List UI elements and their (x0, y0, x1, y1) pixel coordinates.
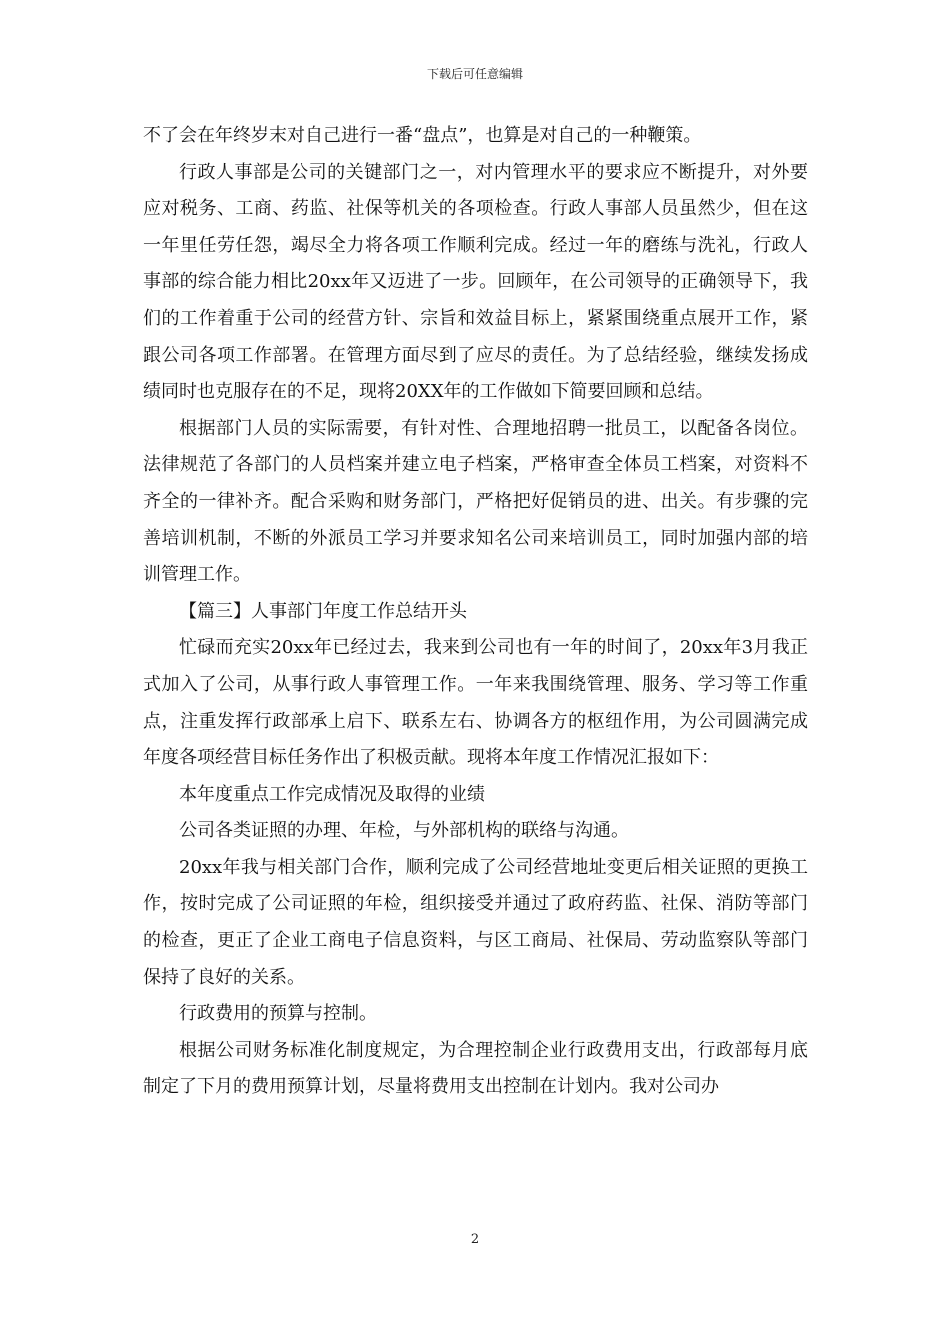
paragraph: 20xx年我与相关部门合作，顺利完成了公司经营地址变更后相关证照的更换工作，按时完成了公司证照的年检，组织接受并通过了政府药监、社保、消防等部门的检查，更正了企业工商电子信息资料，与区工商局、社保局、劳动监察队等部门保持了良好的关系。 (143, 856, 808, 988)
paragraph-continuation: 不了会在年终岁末对自己进行一番“盘点”，也算是对自己的一种鞭策。 (143, 125, 702, 146)
subheading: 行政费用的预算与控制。 (179, 1003, 377, 1025)
paragraph: 根据公司财务标准化制度规定，为合理控制企业行政费用支出，行政部每月底制定了下月的费用预算计划，尽量将费用支出控制在计划内。我对公司办 (143, 1039, 808, 1098)
paragraph: 根据部门人员的实际需要，有针对性、合理地招聘一批员工，以配备各岗位。法律规范了各部门的人员档案并建立电子档案，严格审查全体员工档案，对资料不齐全的一律补齐。配合采购和财务部门，严格把好促销员的进、出关。有步骤的完善培训机制，不断的外派员工学习并要求知名公司来培训员工，同时加强内部的培训管理工作。 (143, 417, 808, 586)
paragraph: 行政人事部是公司的关键部门之一，对内管理水平的要求应不断提升，对外要应对税务、工商、药监、社保等机关的各项检查。行政人事部人员虽然少，但在这一年里任劳任怨，竭尽全力将各项工作顺利完成。经过一年的磨练与洗礼，行政人事部的综合能力相比20xx年又迈进了一步。回顾年，在公司领导的正确领导下，我们的工作着重于公司的经营方针、宗旨和效益目标上，紧紧围绕重点展开工作，紧跟公司各项工作部署。在管理方面尽到了应尽的责任。为了总结经验，继续发扬成绩同时也克服存在的不足，现将20XX年的工作做如下简要回顾和总结。 (143, 161, 808, 403)
section-heading: 【篇三】人事部门年度工作总结开头 (179, 600, 467, 622)
document-body (143, 118, 808, 1106)
paragraph: 忙碌而充实20xx年已经过去，我来到公司也有一年的时间了，20xx年3月我正式加入了公司，从事行政人事管理工作。一年来我围绕管理、服务、学习等工作重点，注重发挥行政部承上启下、联系左右、协调各方的枢纽作用，为公司圆满完成年度各项经营目标任务作出了积极贡献。现将本年度工作情况汇报如下： (143, 637, 808, 769)
page-header: 下载后可任意编辑 (426, 67, 523, 81)
subheading: 公司各类证照的办理、年检，与外部机构的联络与沟通。 (179, 820, 629, 842)
page-number: 2 (470, 1232, 480, 1247)
subheading: 本年度重点工作完成情况及取得的业绩 (179, 783, 485, 805)
